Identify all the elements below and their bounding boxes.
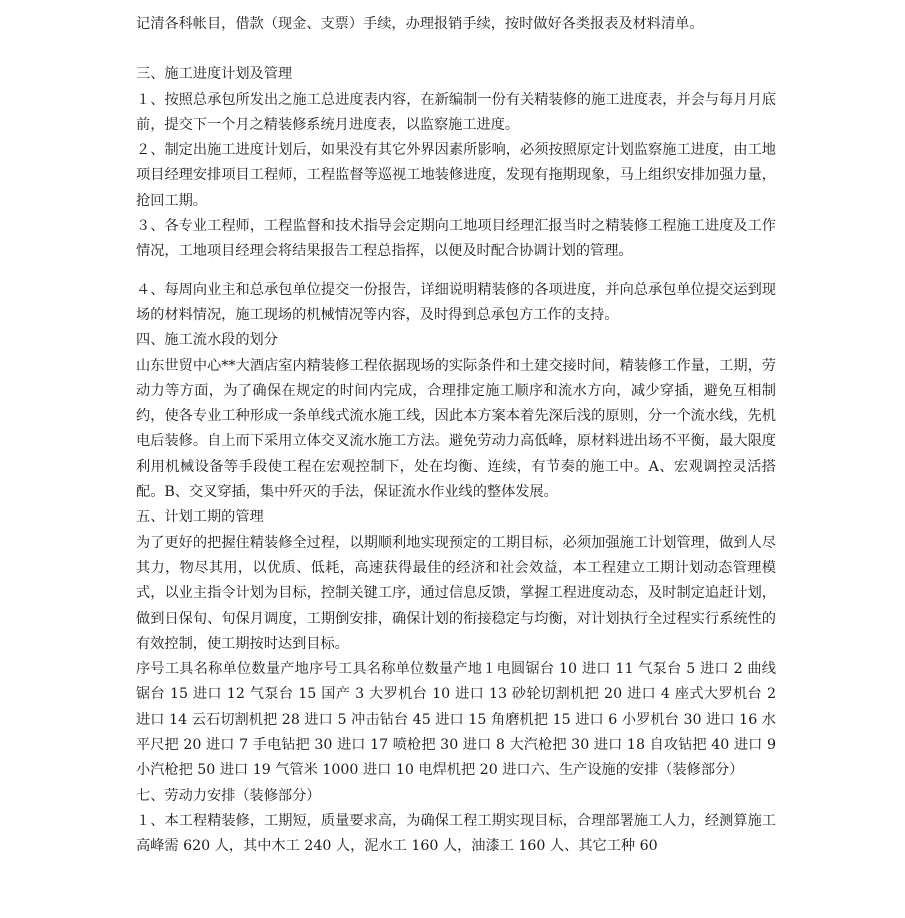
paragraph-tool-list: 序号工具名称单位数量产地序号工具名称单位数量产地１电圆锯台 10 进口 11 气泵台 5 进口 2 曲线锯台 15 进口 12 气泵台 15 国产 3 大罗机台 10 进口 13 砂轮切割机把 20 进口 4 座式大罗机台 2 进口 14 云石切割机把 28 进口 5 冲击钻台 45 进口 15 角磨机把 15 进口 6 小罗机台 30 进口 16 水平尺把 20 进口 7 手电钻把 30 进口 17 喷枪把 30 进口 8 大汽枪把 30 进口 18 自攻钻把 40 进口 9 小汽枪把 50 进口 19 气管米 1000 进口 10 电焊机把 20 进口六、生产设施的安排（装修部分）: [136, 661, 776, 779]
document-body: [136, 12, 776, 860]
section-heading-flow-sections: 四、施工流水段的划分: [136, 332, 278, 349]
paragraph-schedule-item-1: １、按照总承包所发出之施工总进度表内容，在新编制一份有关精装修的施工进度表，并会与每月月底前，提交下一个月之精装修系统月进度表，以监察施工进度。: [136, 91, 776, 133]
paragraph-planned-duration: 为了更好的把握住精装修全过程，以期顺利地实现预定的工期目标，必须加强施工计划管理，做到人尽其力，物尽其用，以优质、低耗，高速获得最佳的经济和社会效益，本工程建立工期计划动态管理模式，以业主指令计划为目标，控制关键工序，通过信息反馈，掌握工程进度动态，及时制定追赶计划，做到日保旬、旬保月调度，工期倒安排，确保计划的衔接稳定与均衡，对计划执行全过程实行系统性的有效控制，使工期按时达到目标。: [136, 534, 776, 652]
paragraph-accounting-duties: 记清各科帐目，借款（现金、支票）手续，办理报销手续，按时做好各类报表及材料清单。: [136, 16, 704, 32]
paragraph-flow-sections: 山东世贸中心**大酒店室内精装修工程依据现场的实际条件和土建交接时间，精装修工作量，工期，劳动力等方面，为了确保在规定的时间内完成，合理排定施工顺序和流水方向，减少穿插，避免互相制约，使各专业工种形成一条单线式流水施工线，因此本方案本着先深后浅的原则，分一个流水线，先机电后装修。自上而下采用立体交叉流水施工方法。避免劳动力高低峰，原材料进出场不平衡，最大限度利用机械设备等手段使工程在宏观控制下，处在均衡、连续，有节奏的施工中。A、宏观调控灵活搭配。B、交叉穿插，集中歼灭的手法，保证流水作业线的整体发展。: [136, 357, 776, 501]
paragraph-labor-item-1: １、本工程精装修，工期短，质量要求高，为确保工程工期实现目标，合理部署施工人力，经测算施工高峰需 620 人，其中木工 240 人，泥水工 160 人，油漆工 160 人、其它工种 60: [136, 812, 776, 855]
section-heading-schedule-management: 三、施工进度计划及管理: [136, 66, 293, 83]
section-heading-planned-duration: 五、计划工期的管理: [136, 509, 264, 526]
paragraph-schedule-item-2: ２、制定出施工进度计划后，如果没有其它外界因素所影响，必须按照原定计划监察施工进度，由工地项目经理安排项目工程师，工程监督等巡视工地装修进度，发现有拖期现象，马上组织安排加强力量，抢回工期。: [136, 142, 776, 209]
paragraph-schedule-item-3: ３、各专业工程师，工程监督和技术指导会定期向工地项目经理汇报当时之精装修工程施工进度及工作情况，工地项目经理会将结果报告工程总指挥，以便及时配合协调计划的管理。: [136, 218, 776, 260]
paragraph-schedule-item-4: ４、每周向业主和总承包单位提交一份报告，详细说明精装修的各项进度，并向总承包单位提交运到现场的材料情况，施工现场的机械情况等内容，及时得到总承包方工作的支持。: [136, 281, 776, 323]
section-heading-labor-arrangement: 七、劳动力安排（装修部分）: [136, 787, 321, 804]
